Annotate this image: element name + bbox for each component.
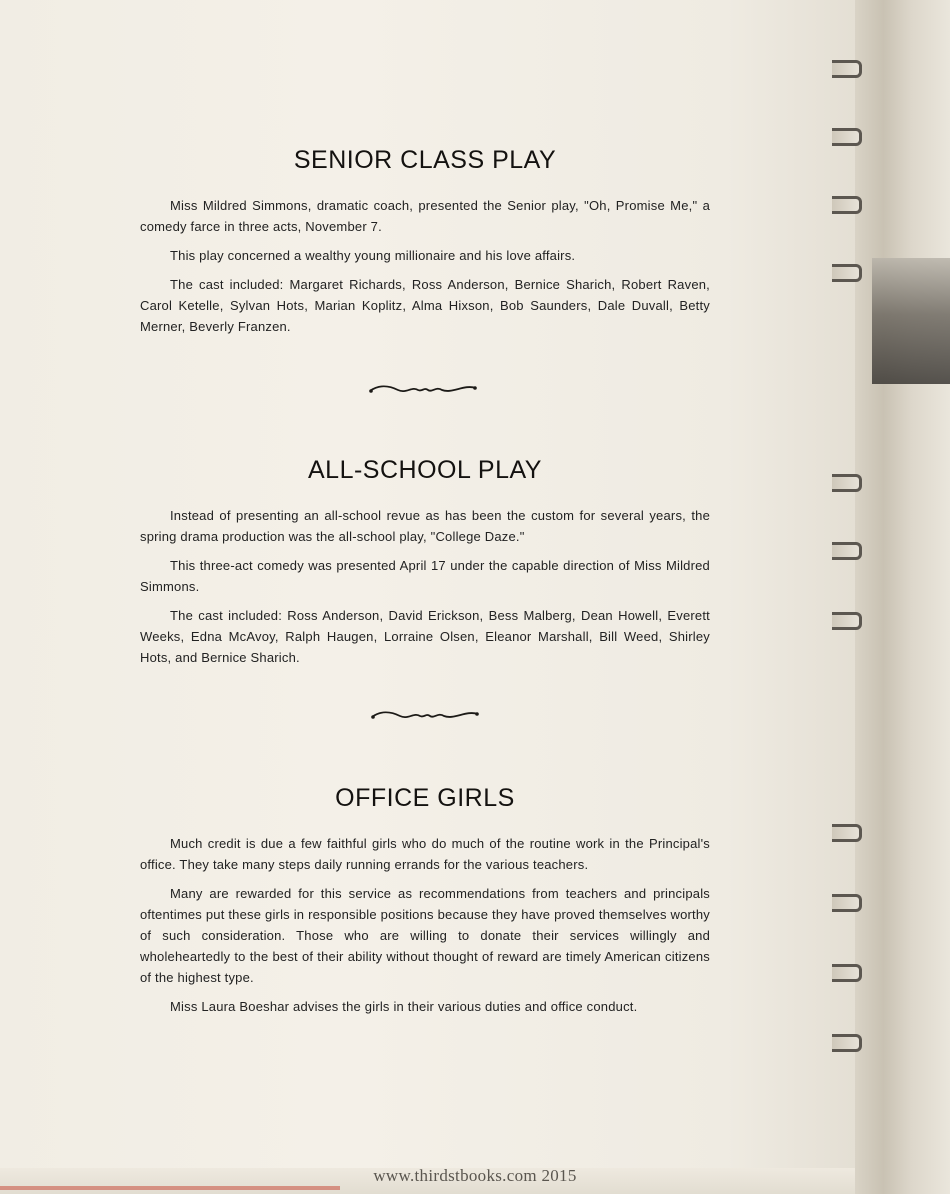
flourish-ornament (368, 382, 478, 396)
spiral-binding (855, 0, 950, 1194)
office-girls-section (140, 784, 710, 1025)
binding-ring (832, 542, 862, 560)
binding-ring (832, 612, 862, 630)
binding-ring (832, 964, 862, 982)
watermark-text: www.thirdstbooks.com 2015 (373, 1166, 577, 1185)
section-paragraph: This three-act comedy was presented April 17 under the capable direction of Miss Mildred Simmons. (140, 558, 710, 594)
adjacent-page-photo (872, 258, 950, 384)
section-paragraph: Miss Laura Boeshar advises the girls in their various duties and office conduct. (170, 999, 638, 1014)
section-paragraph: Many are rewarded for this service as recommendations from teachers and principals oftentimes put these girls in responsible positions because they have proved themselves worthy of such consideration. Those who are willing to donate their services willingly and wholeheartedly to the best of their ability without thought of reward are timely American citizens of the highest type. (140, 886, 710, 985)
binding-ring (832, 474, 862, 492)
binding-ring (832, 264, 862, 282)
section-paragraph: The cast included: Ross Anderson, David Erickson, Bess Malberg, Dean Howell, Everett Weeks, Edna McAvoy, Ralph Haugen, Lorraine Olsen, Eleanor Marshall, Bill Weed, Shirley Hots, and Bernice Sharich. (140, 608, 710, 665)
section-paragraph: This play concerned a wealthy young millionaire and his love affairs. (170, 248, 576, 263)
section-paragraph: Instead of presenting an all-school revue as has been the custom for several years, the spring drama production was the all-school play, "College Daze." (140, 508, 710, 544)
binding-ring (832, 128, 862, 146)
binding-ring (832, 196, 862, 214)
flourish-ornament (370, 708, 480, 722)
binding-ring (832, 1034, 862, 1052)
binding-ring (832, 824, 862, 842)
section-title: OFFICE GIRLS (335, 784, 515, 812)
red-page-edge (0, 1186, 340, 1190)
section-title: SENIOR CLASS PLAY (293, 146, 557, 174)
section-title: ALL-SCHOOL PLAY (308, 456, 542, 484)
all-school-play-section (140, 456, 710, 676)
section-paragraph: Much credit is due a few faithful girls who do much of the routine work in the Principal's office. They take many steps daily running errands for the various teachers. (140, 836, 710, 872)
binding-ring (832, 60, 862, 78)
section-paragraph: Miss Mildred Simmons, dramatic coach, presented the Senior play, "Oh, Promise Me," a comedy farce in three acts, November 7. (140, 198, 710, 234)
binding-ring (832, 894, 862, 912)
senior-class-play-section (140, 146, 710, 345)
section-paragraph: The cast included: Margaret Richards, Ross Anderson, Bernice Sharich, Robert Raven, Carol Ketelle, Sylvan Hots, Marian Koplitz, Alma Hixson, Bob Saunders, Dale Duvall, Betty Merner, Beverly Franzen. (140, 277, 710, 334)
